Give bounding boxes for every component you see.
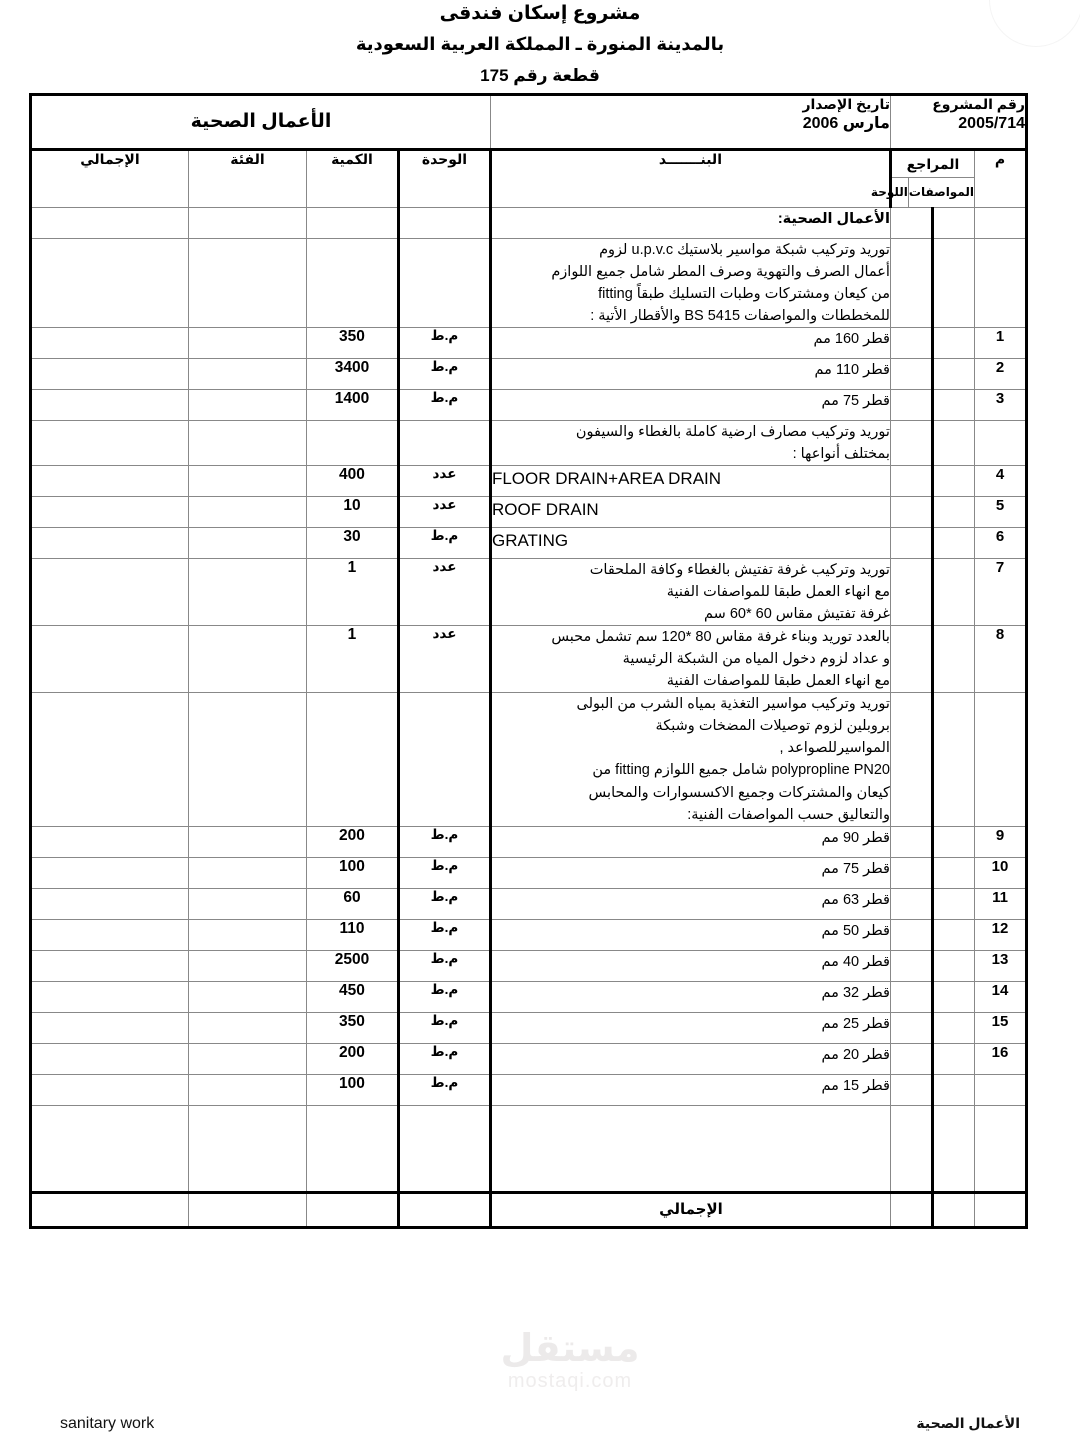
cell-ref-drawing [890, 693, 932, 826]
cell-rate [188, 466, 306, 497]
cell-rate [188, 888, 306, 919]
column-header-no: م [975, 150, 1027, 208]
cell-item-description: توريد وتركيب غرفة تفتيش بالغطاء وكافة الملحقات مع انهاء العمل طبقا للمواصفات الفنية غرفة تفتيش مقاس 60 *60 سم [490, 559, 890, 626]
column-header-total: الإجمالي [30, 150, 188, 208]
project-title-line-2: بالمدينة المنورة ـ المملكة العربية السعودية [355, 34, 725, 54]
cell-ref-drawing [890, 826, 932, 857]
cell-total [30, 466, 188, 497]
filler-unit [398, 1105, 490, 1192]
cell-quantity [306, 421, 398, 466]
cell-ref-drawing [890, 1012, 932, 1043]
cell-item-number: 5 [975, 497, 1027, 528]
cell-item-description: ROOF DRAIN [490, 497, 890, 528]
cell-rate [188, 208, 306, 239]
cell-quantity: 1 [306, 626, 398, 693]
filler-rate [188, 1105, 306, 1192]
table-row [30, 1012, 1026, 1043]
cell-quantity: 100 [306, 1074, 398, 1105]
cell-quantity: 350 [306, 328, 398, 359]
table-row [30, 239, 1026, 328]
cell-item-description: قطر 20 مم [490, 1043, 890, 1074]
cell-item-number [975, 208, 1027, 239]
project-title-line-1: مشروع إسكان فندقى [439, 3, 641, 24]
cell-total [30, 888, 188, 919]
cell-quantity: 1 [306, 559, 398, 626]
cell-item-number: 9 [975, 826, 1027, 857]
table-row [30, 981, 1026, 1012]
cell-item-number: 13 [975, 950, 1027, 981]
project-title-line-3: قطعة رقم 175 [480, 66, 600, 85]
cell-rate [188, 1043, 306, 1074]
filler-no [975, 1105, 1027, 1192]
cell-ref-drawing [890, 528, 932, 559]
cell-item-description: قطر 160 مم [490, 328, 890, 359]
cell-item-number: 10 [975, 857, 1027, 888]
cell-quantity [306, 239, 398, 328]
section-name-cell [30, 95, 490, 150]
table-row [30, 559, 1026, 626]
column-header-specs: المواصفات [908, 178, 974, 207]
cell-ref-drawing [890, 981, 932, 1012]
references-group-label: المراجع [892, 151, 974, 178]
table-row [30, 421, 1026, 466]
cell-item-number [975, 421, 1027, 466]
cell-rate [188, 626, 306, 693]
cell-item-number: 15 [975, 1012, 1027, 1043]
column-header-drawing: اللوحة [870, 185, 908, 199]
cell-quantity: 400 [306, 466, 398, 497]
cell-unit: م.ط [398, 1012, 490, 1043]
filler-row [30, 1105, 1026, 1192]
table-row [30, 826, 1026, 857]
cell-item-number: 7 [975, 559, 1027, 626]
cell-item-description: قطر 110 مم [490, 359, 890, 390]
cell-item-number: 16 [975, 1043, 1027, 1074]
cell-unit [398, 421, 490, 466]
cell-total [30, 421, 188, 466]
cell-ref-drawing [890, 1074, 932, 1105]
cell-unit [398, 693, 490, 826]
cell-unit: عدد [398, 466, 490, 497]
total-row-total [30, 1192, 188, 1227]
column-header-rate: الفئة [188, 150, 306, 208]
table-row [30, 328, 1026, 359]
cell-total [30, 328, 188, 359]
cell-unit: م.ط [398, 359, 490, 390]
table-header-row [30, 150, 1026, 208]
cell-unit [398, 239, 490, 328]
cell-ref-specs [933, 1043, 975, 1074]
cell-item-number: 12 [975, 919, 1027, 950]
cell-unit: م.ط [398, 1043, 490, 1074]
cell-unit: م.ط [398, 919, 490, 950]
cell-rate [188, 559, 306, 626]
cell-ref-drawing [890, 208, 932, 239]
issue-date-value: مارس 2006 [802, 114, 890, 132]
table-row [30, 626, 1026, 693]
section-name: الأعمال الصحية [190, 111, 332, 132]
table-row [30, 1074, 1026, 1105]
total-label: الإجمالي [490, 1192, 890, 1227]
cell-quantity: 3400 [306, 359, 398, 390]
cell-quantity: 200 [306, 1043, 398, 1074]
cell-item-description: بالعدد توريد وبناء غرفة مقاس 80 *120 سم تشمل محبس و عداد لزوم دخول المياه من الشبكة الرئيسية مع انهاء العمل طبقا للمواصفات الفنية [490, 626, 890, 693]
filler-specs [933, 1105, 975, 1192]
cell-rate [188, 359, 306, 390]
cell-total [30, 693, 188, 826]
cell-item-description: قطر 75 مم [490, 857, 890, 888]
cell-ref-specs [933, 857, 975, 888]
table-row [30, 950, 1026, 981]
cell-total [30, 1012, 188, 1043]
watermark [460, 1330, 680, 1393]
cell-ref-drawing [890, 466, 932, 497]
total-row-unit [398, 1192, 490, 1227]
cell-unit: م.ط [398, 950, 490, 981]
cell-unit: م.ط [398, 981, 490, 1012]
cell-ref-drawing [890, 888, 932, 919]
cell-unit: م.ط [398, 1074, 490, 1105]
table-row [30, 1043, 1026, 1074]
cell-ref-specs [933, 888, 975, 919]
cell-item-description: قطر 50 مم [490, 919, 890, 950]
cell-ref-drawing [890, 626, 932, 693]
cell-quantity: 60 [306, 888, 398, 919]
cell-total [30, 359, 188, 390]
bottom-caption-left: sanitary work [60, 1415, 155, 1432]
cell-ref-drawing [890, 239, 932, 328]
cell-ref-specs [933, 239, 975, 328]
cell-unit: م.ط [398, 857, 490, 888]
table-row [30, 359, 1026, 390]
cell-ref-specs [933, 1074, 975, 1105]
cell-item-description: توريد وتركيب شبكة مواسير بلاستيك u.p.v.c لزوم أعمال الصرف والتهوية وصرف المطر شامل جميع اللوازم من كيعان ومشتركات وطبات التسليك طبقاً fitting للمخططات والمواصفات BS 5415 والأقطار الأتية : [490, 239, 890, 328]
filler-qty [306, 1105, 398, 1192]
cell-rate [188, 826, 306, 857]
cell-total [30, 528, 188, 559]
cell-rate [188, 239, 306, 328]
cell-unit: م.ط [398, 390, 490, 421]
cell-unit: عدد [398, 497, 490, 528]
cell-ref-drawing [890, 421, 932, 466]
cell-item-number: 14 [975, 981, 1027, 1012]
cell-item-number [975, 693, 1027, 826]
cell-ref-drawing [890, 857, 932, 888]
column-header-references [870, 150, 974, 208]
cell-item-number: 1 [975, 328, 1027, 359]
cell-item-number: 6 [975, 528, 1027, 559]
cell-total [30, 239, 188, 328]
cell-quantity [306, 693, 398, 826]
cell-unit: م.ط [398, 826, 490, 857]
column-header-item: البنـــــــد [490, 150, 890, 208]
cell-item-description: قطر 15 مم [490, 1074, 890, 1105]
cell-ref-specs [933, 466, 975, 497]
cell-quantity: 1400 [306, 390, 398, 421]
total-row-rate [188, 1192, 306, 1227]
cell-rate [188, 328, 306, 359]
cell-rate [188, 857, 306, 888]
cell-ref-drawing [890, 919, 932, 950]
cell-total [30, 1074, 188, 1105]
cell-ref-specs [933, 559, 975, 626]
total-row-no [975, 1192, 1027, 1227]
cell-rate [188, 1074, 306, 1105]
cell-total [30, 1043, 188, 1074]
cell-total [30, 390, 188, 421]
cell-item-description: توريد وتركيب مصارف ارضية كاملة بالغطاء والسيفون بمختلف أنواعها : [490, 421, 890, 466]
cell-ref-specs [933, 950, 975, 981]
cell-item-description: الأعمال الصحية: [490, 208, 890, 239]
cell-rate [188, 950, 306, 981]
cell-unit: م.ط [398, 528, 490, 559]
cell-ref-specs [933, 528, 975, 559]
cell-quantity: 110 [306, 919, 398, 950]
cell-item-description: قطر 25 مم [490, 1012, 890, 1043]
column-header-qty: الكمية [306, 150, 398, 208]
cell-item-description: قطر 40 مم [490, 950, 890, 981]
table-row [30, 857, 1026, 888]
cell-total [30, 559, 188, 626]
cell-item-description: قطر 32 مم [490, 981, 890, 1012]
cell-rate [188, 919, 306, 950]
cell-item-number [975, 239, 1027, 328]
cell-ref-specs [933, 390, 975, 421]
table-row [30, 888, 1026, 919]
filler-total [30, 1105, 188, 1192]
table-row [30, 390, 1026, 421]
cell-ref-drawing [890, 328, 932, 359]
table-row [30, 693, 1026, 826]
project-number-label: رقم المشروع [932, 96, 1025, 112]
cell-quantity: 350 [306, 1012, 398, 1043]
meta-row [30, 95, 1026, 150]
issue-date-label: تاريخ الإصدار [802, 96, 890, 112]
cell-ref-drawing [890, 559, 932, 626]
cell-ref-specs [933, 208, 975, 239]
issue-date-cell [490, 95, 890, 150]
cell-rate [188, 528, 306, 559]
cell-total [30, 626, 188, 693]
cell-quantity: 200 [306, 826, 398, 857]
cell-ref-drawing [890, 1043, 932, 1074]
cell-item-description: قطر 90 مم [490, 826, 890, 857]
cell-ref-specs [933, 1012, 975, 1043]
cell-ref-specs [933, 421, 975, 466]
watermark-arabic: مستقل [500, 1328, 640, 1370]
cell-ref-drawing [890, 950, 932, 981]
cell-item-number: 3 [975, 390, 1027, 421]
cell-item-description: قطر 63 مم [490, 888, 890, 919]
cell-item-description: قطر 75 مم [490, 390, 890, 421]
table-row [30, 919, 1026, 950]
cell-total [30, 826, 188, 857]
project-number-cell [890, 95, 1026, 150]
table-row [30, 528, 1026, 559]
cell-ref-drawing [890, 390, 932, 421]
cell-ref-specs [933, 919, 975, 950]
cell-unit: عدد [398, 559, 490, 626]
cell-quantity: 10 [306, 497, 398, 528]
cell-unit [398, 208, 490, 239]
cell-ref-specs [933, 497, 975, 528]
bill-of-quantities-table [29, 93, 1028, 1229]
cell-total [30, 981, 188, 1012]
cell-rate [188, 390, 306, 421]
cell-quantity: 100 [306, 857, 398, 888]
cell-ref-specs [933, 826, 975, 857]
cell-item-number: 4 [975, 466, 1027, 497]
table-row [30, 466, 1026, 497]
cell-ref-specs [933, 981, 975, 1012]
filler-item [490, 1105, 890, 1192]
project-number-value: 2005/714 [958, 114, 1025, 132]
cell-total [30, 497, 188, 528]
cell-unit: م.ط [398, 328, 490, 359]
bottom-caption-right: الأعمال الصحية [916, 1415, 1020, 1431]
watermark-domain: mostaqi.com [507, 1370, 633, 1392]
cell-total [30, 208, 188, 239]
cell-quantity: 30 [306, 528, 398, 559]
cell-rate [188, 1012, 306, 1043]
cell-total [30, 857, 188, 888]
cell-quantity: 450 [306, 981, 398, 1012]
filler-drawing [890, 1105, 932, 1192]
cell-rate [188, 693, 306, 826]
document-title-block [52, 0, 1028, 93]
cell-rate [188, 497, 306, 528]
total-row-drawing [890, 1192, 932, 1227]
cell-ref-specs [933, 693, 975, 826]
cell-item-description: FLOOR DRAIN+AREA DRAIN [490, 466, 890, 497]
cell-quantity [306, 208, 398, 239]
cell-item-number: 8 [975, 626, 1027, 693]
cell-total [30, 950, 188, 981]
cell-item-number [975, 1074, 1027, 1105]
cell-item-number: 11 [975, 888, 1027, 919]
column-header-unit: الوحدة [398, 150, 490, 208]
cell-ref-specs [933, 328, 975, 359]
total-row [30, 1192, 1026, 1227]
cell-unit: م.ط [398, 888, 490, 919]
cell-item-description: GRATING [490, 528, 890, 559]
cell-ref-specs [933, 359, 975, 390]
cell-item-number: 2 [975, 359, 1027, 390]
cell-ref-specs [933, 626, 975, 693]
total-row-qty [306, 1192, 398, 1227]
cell-rate [188, 421, 306, 466]
cell-quantity: 2500 [306, 950, 398, 981]
cell-ref-drawing [890, 359, 932, 390]
total-row-specs [933, 1192, 975, 1227]
cell-rate [188, 981, 306, 1012]
cell-total [30, 919, 188, 950]
cell-ref-drawing [890, 497, 932, 528]
table-row [30, 497, 1026, 528]
cell-item-description: توريد وتركيب مواسير التغذية بمياه الشرب من البولى بروبلين لزوم توصيلات المضخات وشبكة المواسيرللصواعد , polypropline PN20 شامل جميع اللوازم fitting من كيعان والمشتركات وجميع الاكسسوارات والمحابس والتعاليق حسب المواصفات الفنية: [490, 693, 890, 826]
table-row [30, 208, 1026, 239]
cell-unit: عدد [398, 626, 490, 693]
